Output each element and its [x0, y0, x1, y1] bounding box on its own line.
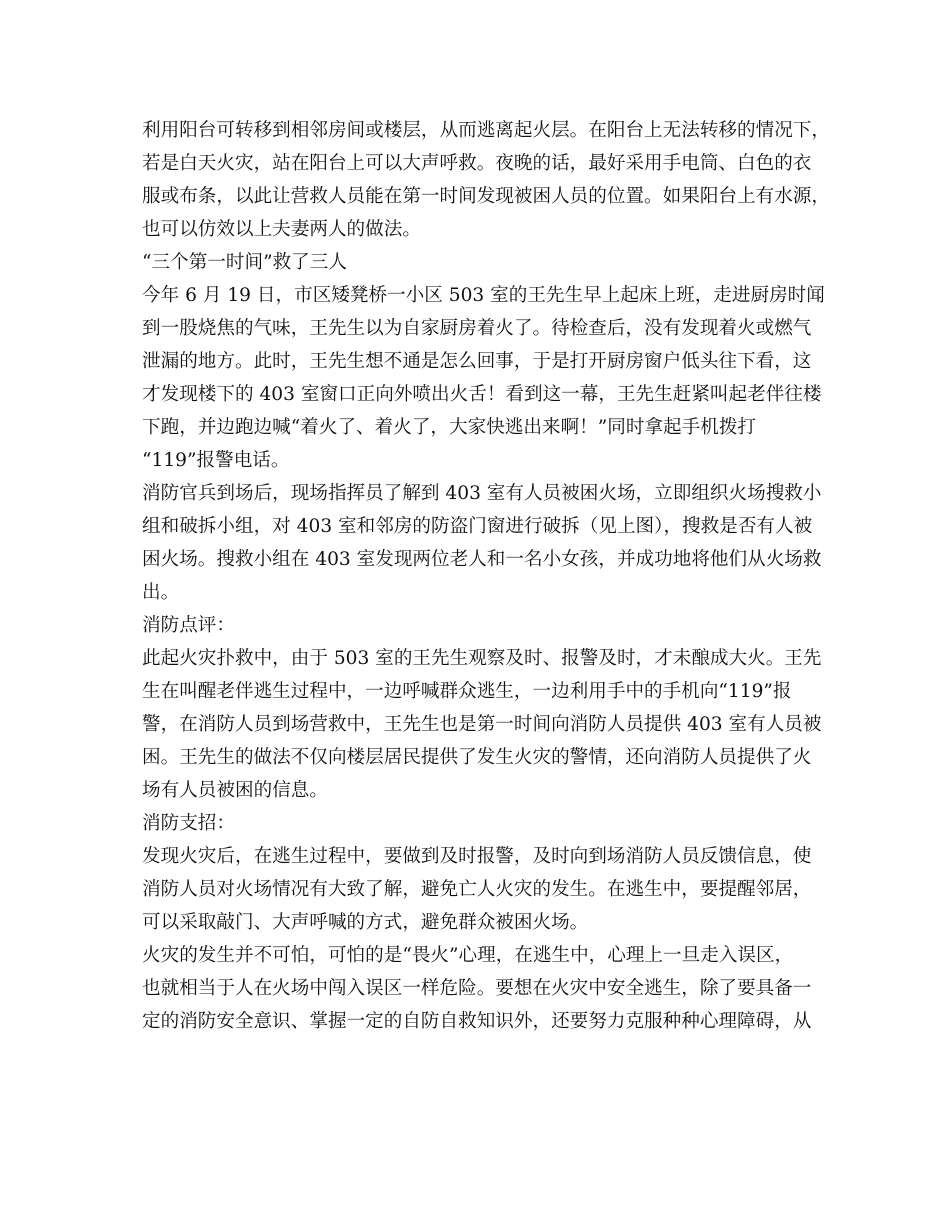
paragraph-balcony-advice: [142, 114, 830, 246]
review-heading-text: 消防点评：: [142, 615, 235, 636]
text-line: 此起火灾扑救中，由于 503 室的王先生观察及时、报警及时，才未酿成大火。王先: [142, 648, 822, 669]
text-line: 定的消防安全意识、掌握一定的自防自救知识外，还要努力克服种种心理障碍，从: [142, 1011, 812, 1032]
text-line: 消防人员对火场情况有大致了解，避免亡人火灾的发生。在逃生中，要提醒邻居，: [142, 879, 812, 900]
tips-heading: [142, 807, 814, 840]
paragraph-incident-description: [142, 279, 825, 477]
text-line: 出。: [142, 582, 180, 603]
text-line: 才发现楼下的 403 室窗口正向外喷出火舌！看到这一幕，王先生赶紧叫起老伴往楼: [142, 384, 822, 405]
text-line: “119”报警电话。: [142, 450, 290, 471]
text-line: 若是白天火灾，站在阳台上可以大声呼救。夜晚的话，最好采用手电筒、白色的衣: [142, 153, 812, 174]
text-line: 今年 6 月 19 日，市区矮凳桥一小区 503 室的王先生早上起床上班，走进厨房时闻: [142, 285, 825, 306]
text-line: 困火场。搜救小组在 403 室发现两位老人和一名小女孩，并成功地将他们从火场救: [142, 549, 822, 570]
text-line: 可以采取敲门、大声呼喊的方式，避免群众被困火场。: [142, 912, 589, 933]
review-heading: [142, 609, 814, 642]
document-body: [142, 114, 830, 1038]
text-line: 组和破拆小组，对 403 室和邻房的防盗门窗进行破拆（见上图），搜救是否有人被: [142, 516, 813, 537]
text-line: 警，在消防人员到场营救中，王先生也是第一时间向消防人员提供 403 室有人员被: [142, 714, 822, 735]
text-line: 发现火灾后，在逃生过程中，要做到及时报警，及时向到场消防人员反馈信息，使: [142, 846, 812, 867]
text-line: 生在叫醒老伴逃生过程中，一边呼喊群众逃生，一边利用手中的手机向“119”报: [142, 681, 792, 702]
paragraph-psychology-advice: [142, 939, 814, 1038]
text-line: 利用阳台可转移到相邻房间或楼层，从而逃离起火层。在阳台上无法转移的情况下，: [142, 120, 830, 141]
paragraph-rescue-description: [142, 477, 822, 609]
section-title: [142, 246, 814, 279]
text-line: 困。王先生的做法不仅向楼层居民提供了发生火灾的警情，还向消防人员提供了火: [142, 747, 812, 768]
paragraph-review-body: [142, 642, 822, 807]
text-line: 场有人员被困的信息。: [142, 780, 328, 801]
text-line: 到一股烧焦的气味，王先生以为自家厨房着火了。待检查后，没有发现着火或燃气: [142, 318, 812, 339]
text-line: 下跑，并边跑边喊“着火了、着火了，大家快逃出来啊！”同时拿起手机拨打: [142, 417, 757, 438]
tips-heading-text: 消防支招：: [142, 813, 235, 834]
text-line: 服或布条，以此让营救人员能在第一时间发现被困人员的位置。如果阳台上有水源，: [142, 186, 830, 207]
text-line: 消防官兵到场后，现场指挥员了解到 403 室有人员被困火场，立即组织火场搜救小: [142, 483, 822, 504]
section-title-text: “三个第一时间”救了三人: [142, 252, 347, 273]
text-line: 泄漏的地方。此时，王先生想不通是怎么回事，于是打开厨房窗户低头往下看，这: [142, 351, 812, 372]
text-line: 也就相当于人在火场中闯入误区一样危险。要想在火灾中安全逃生，除了要具备一: [142, 978, 812, 999]
text-line: 火灾的发生并不可怕，可怕的是“畏火”心理，在逃生中，心理上一旦走入误区，: [142, 945, 794, 966]
text-line: 也可以仿效以上夫妻两人的做法。: [142, 219, 421, 240]
paragraph-tips-body: [142, 840, 814, 939]
